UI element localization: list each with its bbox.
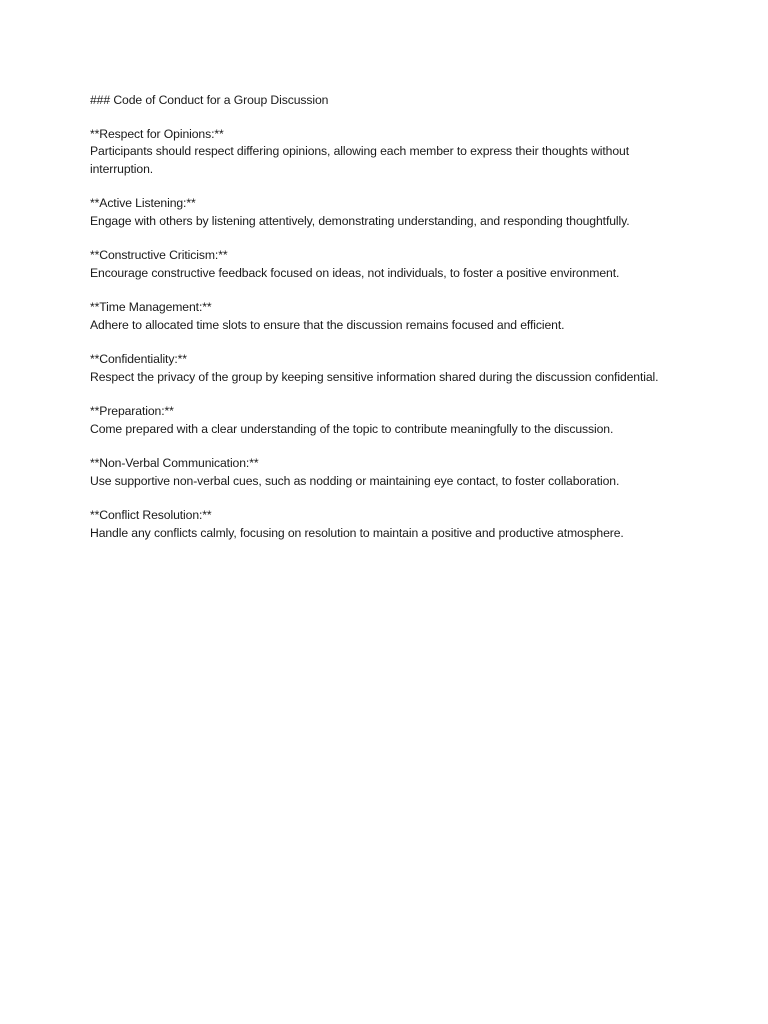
- section-non-verbal-communication: [90, 455, 690, 490]
- section-active-listening: [90, 195, 690, 230]
- section-heading: **Time Management:**: [90, 300, 212, 314]
- section-heading: **Preparation:**: [90, 404, 174, 418]
- section-heading: **Non-Verbal Communication:**: [90, 456, 259, 470]
- section-body: Encourage constructive feedback focused on ideas, not individuals, to foster a positive environment.: [90, 265, 620, 280]
- section-heading: **Confidentiality:**: [90, 352, 187, 366]
- section-body: Respect the privacy of the group by keeping sensitive information shared during the discussion confidential.: [90, 369, 659, 384]
- section-body: Participants should respect differing opinions, allowing each member to express their thoughts without interruption.: [90, 144, 629, 176]
- section-constructive-criticism: [90, 247, 690, 282]
- section-heading: **Respect for Opinions:**: [90, 126, 224, 141]
- section-conflict-resolution: [90, 507, 690, 542]
- section-respect-for-opinions: [90, 126, 690, 179]
- section-confidentiality: [90, 351, 690, 386]
- section-body: Handle any conflicts calmly, focusing on resolution to maintain a positive and productive atmosphere.: [90, 525, 624, 540]
- section-time-management: [90, 299, 690, 334]
- section-body: Adhere to allocated time slots to ensure that the discussion remains focused and efficient.: [90, 317, 565, 332]
- section-heading: **Constructive Criticism:**: [90, 248, 228, 262]
- document-page: [90, 92, 690, 559]
- section-body: Come prepared with a clear understanding of the topic to contribute meaningfully to the discussion.: [90, 421, 614, 436]
- section-body: Engage with others by listening attentively, demonstrating understanding, and responding thoughtfully.: [90, 213, 630, 228]
- document-title: ### Code of Conduct for a Group Discussion: [90, 93, 329, 107]
- section-heading: **Conflict Resolution:**: [90, 508, 212, 522]
- section-body: Use supportive non-verbal cues, such as nodding or maintaining eye contact, to foster collaboration.: [90, 473, 620, 488]
- section-heading: **Active Listening:**: [90, 196, 196, 210]
- section-preparation: [90, 403, 690, 438]
